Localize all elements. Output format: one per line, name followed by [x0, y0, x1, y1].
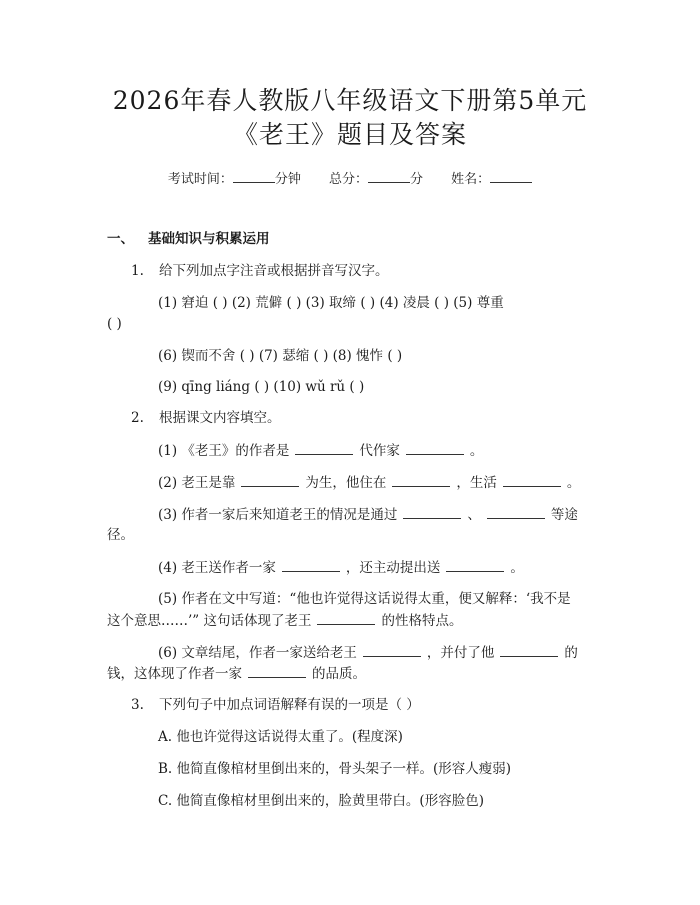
answer-blank [446, 557, 504, 572]
question-stem: 下列句子中加点词语解释有误的一项是（ ） [159, 697, 420, 713]
score-unit: 分 [410, 172, 424, 187]
q2-item-2-text: 。 [566, 475, 581, 491]
question-number: 2. [131, 410, 144, 426]
score-blank [368, 168, 410, 183]
answer-blank [392, 472, 450, 487]
question-3 [131, 695, 420, 715]
q2-item-2-text: (2) 老王是靠 [158, 475, 236, 491]
time-label: 考试时间： [167, 172, 233, 187]
question-1 [131, 261, 389, 281]
option-c: C. 他简直像棺材里倒出来的，脸黄里带白。(形容脸色) [158, 793, 484, 809]
q1-row-1-wrap: ( ) [107, 316, 122, 332]
q2-item-3-text: (3) 作者一家后来知道老王的情况是通过 [158, 507, 398, 523]
exam-score [329, 172, 423, 187]
q2-item-3-text: 、 [467, 507, 481, 523]
exam-meta [0, 168, 700, 190]
section-number: 一、 [107, 231, 134, 247]
page-title-line2: 《老王》题目及答案 [232, 120, 467, 149]
q2-item-6-text: 钱，这体现了作者一家 [107, 666, 242, 682]
answer-blank [500, 642, 558, 657]
q2-item-1-text: 。 [469, 443, 484, 459]
q2-item-6 [158, 642, 578, 663]
q2-item-5: (5) 作者在文中写道：“他也许觉得这话说得太重，便又解释：‘我不是 [158, 591, 571, 607]
option-a: A. 他也许觉得这话说得太重了。(程度深) [158, 729, 403, 745]
time-blank [233, 168, 275, 183]
q2-item-4-text: 。 [510, 560, 524, 576]
question-number: 1. [131, 263, 144, 279]
page-title-line1: 2026年春人教版八年级语文下册第5单元 [112, 86, 588, 115]
q2-item-1-text: 代作家 [359, 443, 400, 459]
q2-item-6-text: ，并付了他 [426, 645, 495, 661]
exam-time [168, 172, 301, 187]
time-unit: 分钟 [274, 172, 301, 187]
q1-row-2: (6) 锲而不舍 ( ) (7) 瑟缩 ( ) (8) 愧怍 ( ) [158, 348, 403, 364]
q2-item-6-text: 的 [564, 645, 578, 661]
q2-item-5-text: 这个意思……’” 这句话体现了老王 [107, 613, 312, 629]
q2-item-4-text: ，还主动提出送 [345, 560, 441, 576]
answer-blank [503, 472, 561, 487]
q1-row-1: (1) 窘迫 ( ) (2) 荒僻 ( ) (3) 取缔 ( ) (4) 凌晨 ( ) (5) 尊重 [158, 295, 504, 311]
q2-item-3-text: 等途 [550, 507, 578, 523]
answer-blank [317, 610, 375, 625]
q2-item-1 [158, 440, 483, 461]
answer-blank [282, 557, 340, 572]
option-b: B. 他简直像棺材里倒出来的，骨头架子一样。(形容人瘦弱) [158, 761, 512, 777]
q2-item-1-text: (1) 《老王》的作者是 [158, 443, 290, 459]
question-2 [131, 408, 281, 428]
answer-blank [403, 504, 461, 519]
question-number: 3. [131, 697, 144, 713]
q2-item-2-text: ，生活 [456, 475, 497, 491]
q2-item-2 [158, 472, 580, 493]
name-blank [490, 168, 532, 183]
exam-name [451, 172, 532, 187]
section-title: 基础知识与积累运用 [148, 231, 270, 247]
q2-item-3 [158, 504, 578, 525]
answer-blank [487, 504, 545, 519]
section-heading [107, 229, 270, 249]
answer-blank [248, 663, 306, 678]
q2-item-2-text: 为生，他住在 [305, 475, 387, 491]
q2-item-4 [158, 557, 524, 578]
q2-item-5-wrap [107, 610, 462, 631]
q2-item-5-text: 的性格特点。 [381, 613, 463, 629]
q2-item-6-text: (6) 文章结尾，作者一家送给老王 [158, 645, 357, 661]
q1-row-3: (9) qīng liáng ( ) (10) wǔ rǔ ( ) [158, 379, 365, 395]
answer-blank [363, 642, 421, 657]
answer-blank [295, 440, 353, 455]
q2-item-3-wrap: 径。 [107, 527, 134, 543]
answer-blank [406, 440, 464, 455]
answer-blank [241, 472, 299, 487]
name-label: 姓名： [451, 172, 491, 187]
question-stem: 根据课文内容填空。 [159, 410, 281, 426]
q2-item-6-text: 的品质。 [312, 666, 366, 682]
question-stem: 给下列加点字注音或根据拼音写汉字。 [159, 263, 389, 279]
score-label: 总分： [328, 172, 368, 187]
q2-item-4-text: (4) 老王送作者一家 [158, 560, 276, 576]
q2-item-6-wrap [107, 663, 366, 684]
